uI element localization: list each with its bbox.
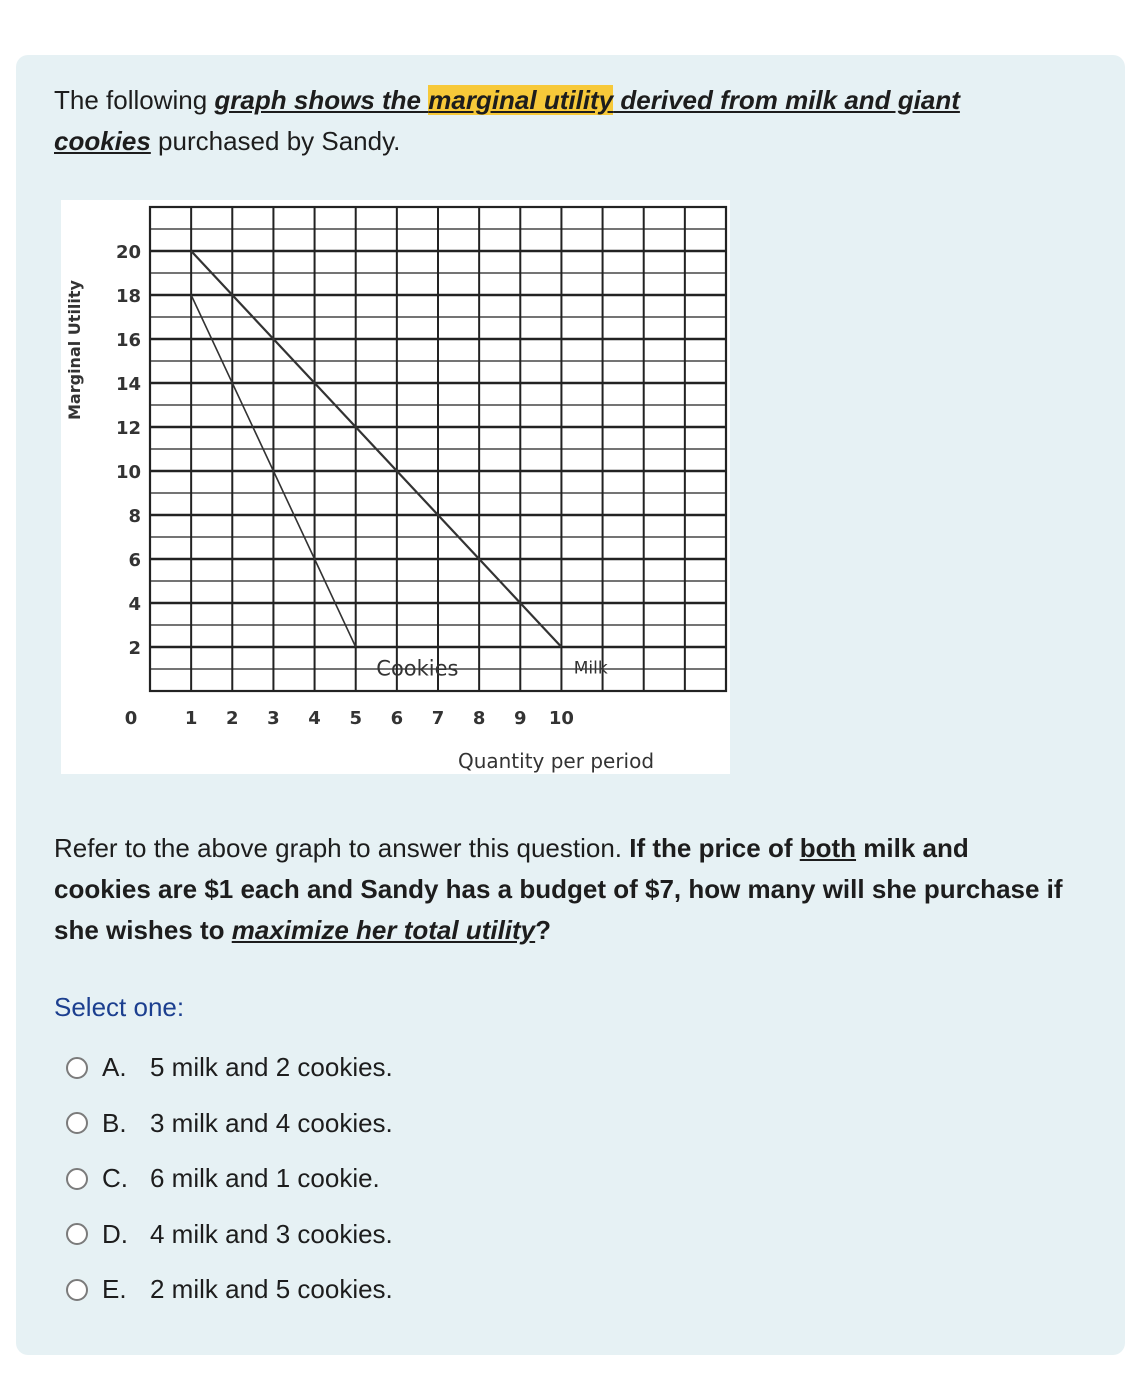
option-c[interactable] — [66, 1151, 666, 1207]
x-tick-label: 8 — [472, 708, 486, 729]
option-d[interactable] — [66, 1207, 666, 1263]
y-tick-label: 20 — [115, 242, 141, 263]
x-axis-label: Quantity per period — [457, 749, 655, 773]
question-prefix: Refer to the above graph to answer this question. — [54, 833, 630, 863]
x-tick-label: 7 — [431, 708, 445, 729]
option-text: 3 milk and 4 cookies. — [150, 1107, 393, 1138]
option-text: 5 milk and 2 cookies. — [150, 1052, 393, 1083]
y-tick-label: 8 — [128, 506, 141, 527]
y-tick-label: 18 — [115, 286, 141, 307]
radio-icon[interactable] — [66, 1223, 88, 1245]
option-b[interactable] — [66, 1096, 666, 1152]
radio-icon[interactable] — [66, 1279, 88, 1301]
option-text: 6 milk and 1 cookie. — [150, 1163, 380, 1194]
radio-icon[interactable] — [66, 1057, 88, 1079]
intro-emphasis-3: cookies — [54, 126, 151, 156]
intro-emphasis-2: derived from milk and giant — [613, 85, 960, 115]
answer-options — [66, 1040, 666, 1318]
question-bold-2: milk and cookies are $1 each and Sandy has a budget of $7, how many will she purchase if she wishes to — [54, 833, 1063, 945]
series-label-cookies: Cookies — [376, 656, 459, 681]
option-letter: A. — [102, 1052, 127, 1083]
x-tick-label: 4 — [308, 708, 321, 729]
y-tick-label: 14 — [115, 374, 141, 395]
x-tick-label: 9 — [514, 708, 527, 729]
radio-icon[interactable] — [66, 1112, 88, 1134]
option-letter: C. — [102, 1163, 128, 1194]
question-maximize: maximize her total utility — [231, 915, 536, 945]
radio-icon[interactable] — [66, 1168, 88, 1190]
y-tick-label: 16 — [115, 330, 141, 351]
x-tick-label: 1 — [184, 708, 198, 729]
option-letter: D. — [102, 1218, 128, 1249]
option-e[interactable] — [66, 1262, 666, 1318]
option-letter: E. — [102, 1274, 127, 1305]
y-tick-label: 12 — [115, 418, 141, 439]
option-text: 4 milk and 3 cookies. — [150, 1218, 393, 1249]
x-tick-label: 3 — [267, 708, 280, 729]
question-mark: ? — [535, 915, 552, 945]
marginal-utility-chart — [61, 200, 730, 774]
chart-svg — [61, 200, 730, 774]
x-tick-label: 5 — [349, 708, 362, 729]
x-tick-label: 6 — [390, 708, 404, 729]
option-letter: B. — [102, 1107, 127, 1138]
x-tick-label: 0 — [124, 708, 138, 729]
question-text — [54, 828, 1064, 951]
y-tick-label: 2 — [128, 638, 141, 659]
option-text: 2 milk and 5 cookies. — [150, 1274, 393, 1305]
question-both: both — [799, 833, 857, 863]
intro-prefix: The following — [54, 85, 215, 115]
y-tick-label: 10 — [115, 462, 141, 483]
question-bold-1: If the price of — [629, 833, 800, 863]
y-tick-label: 6 — [128, 550, 141, 571]
intro-emphasis-1: graph shows the — [214, 85, 429, 115]
x-tick-label: 2 — [226, 708, 239, 729]
intro-text — [54, 80, 1054, 162]
y-axis-label: Marginal Utility — [65, 280, 84, 420]
y-tick-label: 4 — [128, 594, 141, 615]
x-tick-label: 10 — [548, 708, 574, 729]
select-one-label: Select one: — [54, 992, 185, 1022]
series-label-milk: Milk — [573, 658, 608, 679]
option-a[interactable] — [66, 1040, 666, 1096]
intro-highlight: marginal utility — [428, 85, 614, 115]
intro-suffix: purchased by Sandy. — [150, 126, 401, 156]
